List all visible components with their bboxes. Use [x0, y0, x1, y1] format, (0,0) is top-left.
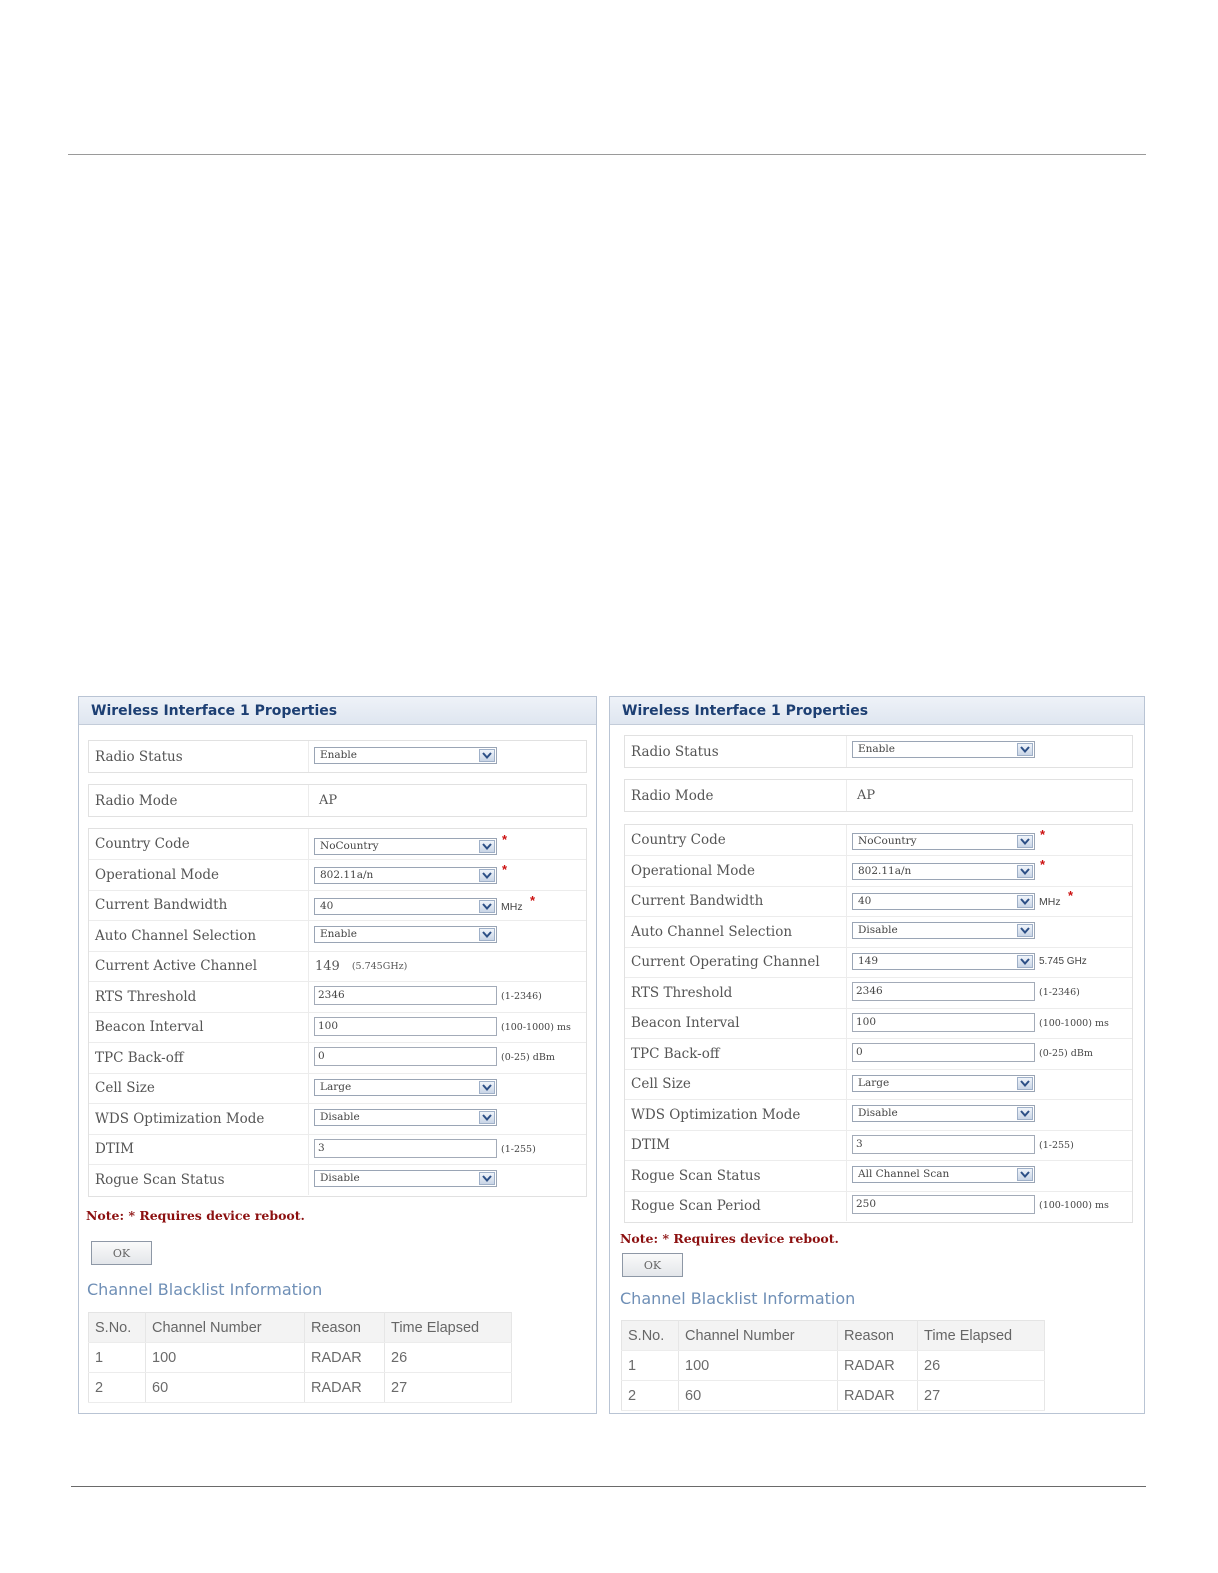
- column-header: Time Elapsed: [918, 1321, 1045, 1351]
- country-code-select[interactable]: NoCountry: [852, 833, 1035, 850]
- active-channel-row: [89, 951, 586, 982]
- chevron-down-icon: [479, 1111, 495, 1124]
- chevron-down-icon: [479, 1172, 495, 1185]
- bandwidth-unit: MHz: [1039, 896, 1061, 908]
- chevron-down-icon: [479, 928, 495, 941]
- rogue-scan-status-row: [625, 1160, 1132, 1192]
- country-code-select[interactable]: NoCountry: [314, 838, 497, 855]
- auto-channel-row: [625, 916, 1132, 948]
- table-header-row: [622, 1321, 1045, 1351]
- radio-status-select[interactable]: Enable: [314, 747, 497, 764]
- operating-channel-frequency: 5.745 GHz: [1039, 956, 1087, 967]
- column-header: Channel Number: [146, 1313, 305, 1343]
- bandwidth-unit: MHz: [501, 901, 523, 913]
- operational-mode-label: Operational Mode: [95, 866, 220, 883]
- rogue-scan-period-hint: (100-1000) ms: [1039, 1200, 1109, 1211]
- table-cell: 2: [89, 1373, 146, 1403]
- rts-threshold-row: [89, 981, 586, 1013]
- radio-mode-label: Radio Mode: [95, 792, 178, 809]
- table-cell: 26: [385, 1343, 512, 1373]
- current-bandwidth-select[interactable]: 40: [852, 893, 1035, 910]
- rts-threshold-label: RTS Threshold: [95, 988, 197, 1005]
- tpc-backoff-label: TPC Back-off: [95, 1049, 184, 1066]
- chevron-down-icon: [479, 900, 495, 913]
- beacon-interval-label: Beacon Interval: [95, 1019, 204, 1035]
- reboot-note: Note: * Requires device reboot.: [620, 1231, 839, 1246]
- required-marker: *: [502, 832, 508, 847]
- operating-channel-select[interactable]: 149: [852, 953, 1035, 970]
- tpc-backoff-label: TPC Back-off: [631, 1045, 720, 1062]
- chevron-down-icon: [479, 749, 495, 762]
- dtim-row: [89, 1134, 586, 1165]
- table-cell: 1: [622, 1351, 679, 1381]
- blacklist-table: [88, 1312, 512, 1403]
- rts-threshold-hint: (1-2346): [1039, 987, 1080, 998]
- rogue-scan-status-select[interactable]: All Channel Scan: [852, 1166, 1035, 1183]
- operational-mode-row: [625, 855, 1132, 887]
- rogue-scan-period-row: [625, 1191, 1132, 1221]
- radio-status-label: Radio Status: [631, 743, 719, 760]
- dtim-hint: (1-255): [501, 1144, 536, 1155]
- table-row: [622, 1351, 1045, 1381]
- rts-threshold-label: RTS Threshold: [631, 984, 733, 1001]
- chevron-down-icon: [1017, 955, 1033, 968]
- radio-mode-block: [88, 784, 587, 817]
- ok-button[interactable]: OK: [91, 1241, 152, 1265]
- radio-mode-value: AP: [857, 788, 876, 803]
- rts-threshold-input[interactable]: 2346: [314, 986, 497, 1005]
- chevron-down-icon: [1017, 1077, 1033, 1090]
- tpc-backoff-hint: (0-25) dBm: [501, 1052, 555, 1063]
- table-cell: 60: [146, 1373, 305, 1403]
- required-marker: *: [502, 862, 508, 877]
- radio-mode-block: [624, 779, 1133, 812]
- radio-status-label: Radio Status: [95, 748, 183, 765]
- blacklist-title: Channel Blacklist Information: [87, 1280, 323, 1299]
- dtim-hint: (1-255): [1039, 1140, 1074, 1151]
- table-cell: RADAR: [838, 1351, 918, 1381]
- cell-size-label: Cell Size: [631, 1076, 691, 1092]
- country-code-row: [89, 829, 586, 860]
- current-bandwidth-label: Current Bandwidth: [631, 893, 764, 909]
- country-code-label: Country Code: [95, 836, 190, 852]
- top-divider: [68, 154, 1146, 155]
- operating-channel-label: Current Operating Channel: [631, 954, 820, 970]
- radio-mode-value: AP: [319, 793, 338, 808]
- blacklist-table: [621, 1320, 1045, 1411]
- chevron-down-icon: [1017, 1107, 1033, 1120]
- wds-optimization-label: WDS Optimization Mode: [95, 1110, 265, 1127]
- wds-optimization-label: WDS Optimization Mode: [631, 1106, 801, 1123]
- column-header: Reason: [305, 1313, 385, 1343]
- chevron-down-icon: [1017, 924, 1033, 937]
- blacklist-title: Channel Blacklist Information: [620, 1289, 856, 1308]
- active-channel-value: 149 (5.745GHz): [315, 958, 408, 974]
- rts-threshold-row: [625, 977, 1132, 1009]
- operational-mode-select[interactable]: 802.11a/n: [314, 867, 497, 884]
- dtim-label: DTIM: [631, 1137, 670, 1153]
- chevron-down-icon: [1017, 1168, 1033, 1181]
- cell-size-row: [625, 1069, 1132, 1100]
- current-bandwidth-select[interactable]: 40: [314, 898, 497, 915]
- active-channel-frequency: (5.745GHz): [351, 960, 408, 972]
- cell-size-select[interactable]: Large: [314, 1079, 497, 1096]
- operational-mode-select[interactable]: 802.11a/n: [852, 863, 1035, 880]
- dtim-row: [625, 1130, 1132, 1161]
- rogue-scan-status-row: [89, 1164, 586, 1195]
- bottom-divider: [71, 1486, 1146, 1487]
- chevron-down-icon: [1017, 865, 1033, 878]
- current-bandwidth-label: Current Bandwidth: [95, 897, 228, 913]
- table-row: [89, 1373, 512, 1403]
- active-channel-label: Current Active Channel: [95, 958, 258, 974]
- beacon-interval-row: [625, 1008, 1132, 1039]
- beacon-interval-hint: (100-1000) ms: [1039, 1018, 1109, 1029]
- cell-size-label: Cell Size: [95, 1080, 155, 1096]
- chevron-down-icon: [1017, 835, 1033, 848]
- current-bandwidth-row: [625, 886, 1132, 917]
- dtim-input[interactable]: 3: [314, 1139, 497, 1158]
- table-cell: 100: [679, 1351, 838, 1381]
- operational-mode-row: [89, 859, 586, 891]
- settings-block: [624, 824, 1133, 1223]
- required-marker: *: [1040, 827, 1046, 842]
- radio-status-block: [624, 735, 1133, 768]
- table-cell: 2: [622, 1381, 679, 1411]
- tpc-backoff-input[interactable]: 0: [314, 1047, 497, 1066]
- column-header: S.No.: [622, 1321, 679, 1351]
- radio-status-row: [625, 736, 1132, 767]
- wireless-interface-panel-right: [609, 696, 1145, 1414]
- cell-size-row: [89, 1073, 586, 1104]
- wds-optimization-select[interactable]: Disable: [852, 1105, 1035, 1122]
- chevron-down-icon: [479, 869, 495, 882]
- rogue-scan-status-select[interactable]: Disable: [314, 1170, 497, 1187]
- wds-optimization-row: [89, 1103, 586, 1135]
- rts-threshold-hint: (1-2346): [501, 991, 542, 1002]
- rogue-scan-period-input[interactable]: 250: [852, 1195, 1035, 1214]
- table-cell: RADAR: [305, 1343, 385, 1373]
- table-cell: 60: [679, 1381, 838, 1411]
- tpc-backoff-input[interactable]: 0: [852, 1043, 1035, 1062]
- radio-status-block: [88, 740, 587, 773]
- dtim-label: DTIM: [95, 1141, 134, 1157]
- required-marker: *: [1040, 857, 1046, 872]
- table-header-row: [89, 1313, 512, 1343]
- column-header: S.No.: [89, 1313, 146, 1343]
- auto-channel-label: Auto Channel Selection: [631, 923, 793, 940]
- dtim-input[interactable]: 3: [852, 1135, 1035, 1154]
- table-cell: 27: [918, 1381, 1045, 1411]
- wds-optimization-select[interactable]: Disable: [314, 1109, 497, 1126]
- table-row: [622, 1381, 1045, 1411]
- ok-button[interactable]: OK: [622, 1253, 683, 1277]
- table-cell: RADAR: [838, 1381, 918, 1411]
- radio-mode-row: [89, 785, 586, 816]
- beacon-interval-input[interactable]: 100: [852, 1013, 1035, 1032]
- table-cell: RADAR: [305, 1373, 385, 1403]
- table-row: [89, 1343, 512, 1373]
- rts-threshold-input[interactable]: 2346: [852, 982, 1035, 1001]
- rogue-scan-period-label: Rogue Scan Period: [631, 1198, 761, 1214]
- chevron-down-icon: [1017, 895, 1033, 908]
- table-cell: 1: [89, 1343, 146, 1373]
- settings-block: [88, 828, 587, 1197]
- column-header: Reason: [838, 1321, 918, 1351]
- beacon-interval-row: [89, 1012, 586, 1043]
- radio-status-row: [89, 741, 586, 772]
- country-code-row: [625, 825, 1132, 856]
- wds-optimization-row: [625, 1099, 1132, 1131]
- auto-channel-row: [89, 920, 586, 952]
- chevron-down-icon: [479, 1081, 495, 1094]
- tpc-backoff-row: [625, 1038, 1132, 1070]
- auto-channel-select[interactable]: Enable: [314, 926, 497, 943]
- table-cell: 27: [385, 1373, 512, 1403]
- required-marker: *: [530, 893, 536, 908]
- wireless-interface-panel-left: [78, 696, 597, 1414]
- operating-channel-row: [625, 947, 1132, 978]
- chevron-down-icon: [1017, 743, 1033, 756]
- beacon-interval-input[interactable]: 100: [314, 1017, 497, 1036]
- panel-title: Wireless Interface 1 Properties: [79, 697, 596, 725]
- radio-mode-label: Radio Mode: [631, 787, 714, 804]
- radio-mode-row: [625, 780, 1132, 811]
- radio-status-select[interactable]: Enable: [852, 741, 1035, 758]
- cell-size-select[interactable]: Large: [852, 1075, 1035, 1092]
- panel-title: Wireless Interface 1 Properties: [610, 697, 1144, 725]
- country-code-label: Country Code: [631, 832, 726, 848]
- beacon-interval-hint: (100-1000) ms: [501, 1022, 571, 1033]
- column-header: Time Elapsed: [385, 1313, 512, 1343]
- reboot-note: Note: * Requires device reboot.: [86, 1208, 305, 1223]
- current-bandwidth-row: [89, 890, 586, 921]
- required-marker: *: [1068, 888, 1074, 903]
- chevron-down-icon: [479, 840, 495, 853]
- column-header: Channel Number: [679, 1321, 838, 1351]
- table-cell: 26: [918, 1351, 1045, 1381]
- auto-channel-label: Auto Channel Selection: [95, 927, 257, 944]
- beacon-interval-label: Beacon Interval: [631, 1015, 740, 1031]
- table-cell: 100: [146, 1343, 305, 1373]
- rogue-scan-status-label: Rogue Scan Status: [631, 1167, 761, 1184]
- tpc-backoff-hint: (0-25) dBm: [1039, 1048, 1093, 1059]
- operational-mode-label: Operational Mode: [631, 862, 756, 879]
- auto-channel-select[interactable]: Disable: [852, 922, 1035, 939]
- rogue-scan-status-label: Rogue Scan Status: [95, 1171, 225, 1188]
- tpc-backoff-row: [89, 1042, 586, 1074]
